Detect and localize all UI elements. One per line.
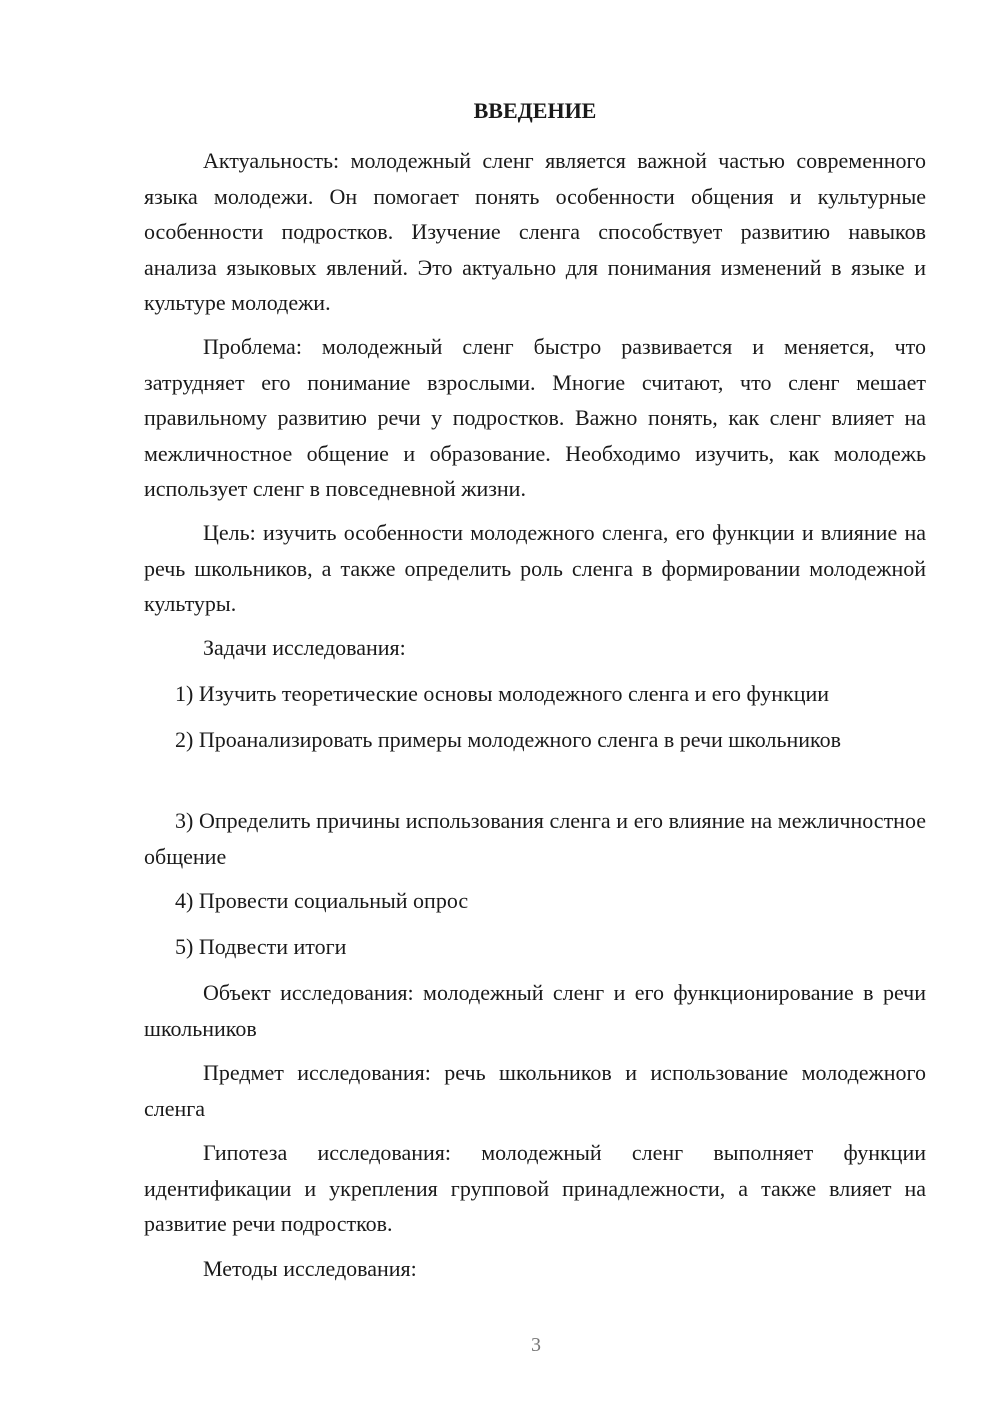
list-item-task-2: 2) Проанализировать примеры молодежного сленга в речи школьников	[175, 727, 842, 752]
methods-heading: Методы исследования:	[203, 1256, 417, 1281]
paragraph-relevance: Актуальность: молодежный сленг является важной частью современного языка молодежи. Он помогает понять особенности общения и культурные особенности подростков. Изучение сленга способствует развитию навыков анализа языковых явлений. Это актуально для понимания изменений в языке и культуре молодежи.	[144, 148, 926, 315]
list-item-task-1: 1) Изучить теоретические основы молодежного сленга и его функции	[175, 681, 830, 706]
paragraph-object: Объект исследования: молодежный сленг и его функционирование в речи школьников	[144, 980, 926, 1041]
tasks-heading: Задачи исследования:	[203, 635, 406, 660]
paragraph-goal: Цель: изучить особенности молодежного сленга, его функции и влияние на речь школьников, а также определить роль сленга в формировании молодежной культуры.	[144, 520, 926, 616]
list-item-task-5: 5) Подвести итоги	[175, 934, 347, 959]
paragraph-hypothesis: Гипотеза исследования: молодежный сленг выполняет функции идентификации и укрепления групповой принадлежности, а также влияет на развитие речи подростков.	[144, 1140, 926, 1236]
paragraph-problem: Проблема: молодежный сленг быстро развивается и меняется, что затрудняет его понимание взрослыми. Многие считают, что сленг мешает правильному развитию речи у подростков. Важно понять, как сленг влияет на межличностное общение и образование. Необходимо изучить, как молодежь использует сленг в повседневной жизни.	[144, 334, 926, 501]
page-number: 3	[531, 1334, 541, 1356]
list-item-task-4: 4) Провести социальный опрос	[175, 888, 469, 913]
paragraph-subject: Предмет исследования: речь школьников и использование молодежного сленга	[144, 1060, 926, 1121]
list-item-task-3: 3) Определить причины использования сленга и его влияние на межличностное общение	[144, 808, 926, 869]
page-title: ВВЕДЕНИЕ	[473, 98, 597, 123]
